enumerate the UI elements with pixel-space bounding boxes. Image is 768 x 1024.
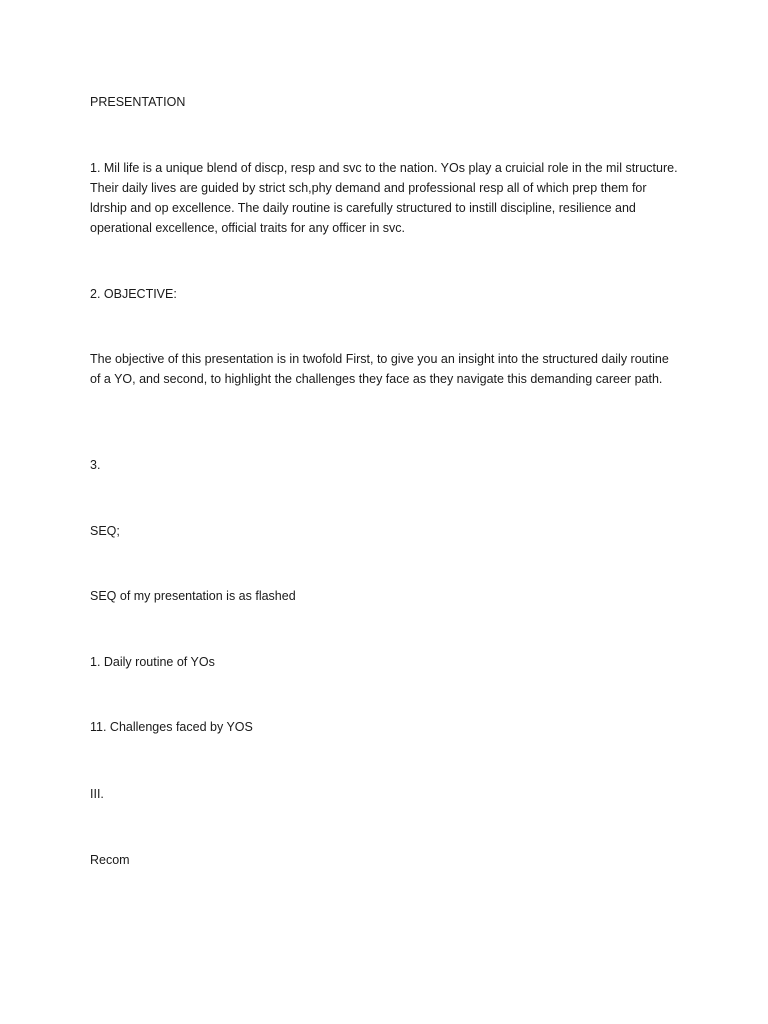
seq-list-item: 11. Challenges faced by YOS	[90, 720, 253, 734]
recom-text: Recom	[90, 853, 130, 867]
seq-intro: SEQ of my presentation is as flashed	[90, 589, 296, 603]
seq-heading: SEQ;	[90, 524, 120, 538]
objective-paragraph: The objective of this presentation is in twofold First, to give you an insight into the structured daily routine of a YO, and second, to highlight the challenges they face as they navigate this demanding career path.	[90, 352, 669, 386]
document-heading: PRESENTATION	[90, 95, 186, 109]
intro-paragraph: 1. Mil life is a unique blend of discp, resp and svc to the nation. YOs play a cruicial role in the mil structure. Their daily lives are guided by strict sch,phy demand and professional resp all of which prep them for ldrship and op excellence. The daily routine is carefully structured to instill discipline, resilience and operational excellence, official traits for any officer in svc.	[90, 161, 678, 235]
seq-list-item: III.	[90, 787, 104, 801]
section-number-3: 3.	[90, 458, 101, 472]
objective-heading: 2. OBJECTIVE:	[90, 287, 177, 301]
seq-list-item: 1. Daily routine of YOs	[90, 655, 215, 669]
